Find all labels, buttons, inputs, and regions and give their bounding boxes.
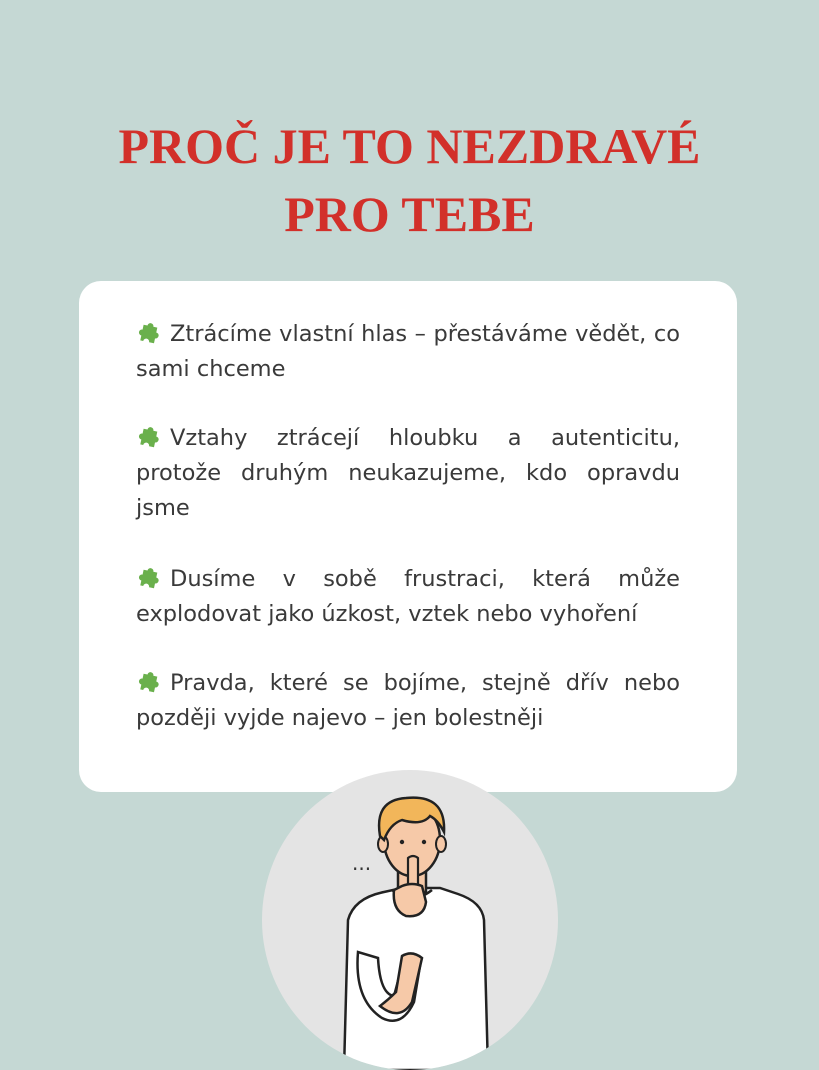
ellipsis-text: ... bbox=[352, 851, 372, 875]
puzzle-piece-icon bbox=[136, 567, 162, 589]
title-line-1: PROČ JE TO NEZDRAVÉ bbox=[118, 118, 701, 174]
illustration-bubble bbox=[262, 770, 558, 1070]
puzzle-piece-icon bbox=[136, 322, 162, 344]
list-item-text: Vztahy ztrácejí hloubku a autenticitu, protože druhým neukazujeme, kdo opravdu jsme bbox=[136, 425, 680, 521]
page-title bbox=[0, 112, 819, 248]
title-line-2: PRO TEBE bbox=[284, 186, 535, 242]
list-item bbox=[136, 666, 680, 736]
list-item-text: Dusíme v sobě frustraci, která může explodovat jako úzkost, vztek nebo vyhoření bbox=[136, 566, 680, 627]
list-item-text: Pravda, které se bojíme, stejně dřív nebo později vyjde najevo – jen bolestněji bbox=[136, 670, 680, 731]
list-item bbox=[136, 421, 680, 526]
shushing-man-illustration bbox=[262, 770, 558, 1070]
list-item-text: Ztrácíme vlastní hlas – přestáváme vědět, co sami chceme bbox=[136, 321, 680, 382]
reasons-list bbox=[136, 317, 680, 770]
content-card bbox=[79, 281, 737, 792]
puzzle-piece-icon bbox=[136, 671, 162, 693]
list-item bbox=[136, 317, 680, 387]
puzzle-piece-icon bbox=[136, 426, 162, 448]
list-item bbox=[136, 562, 680, 632]
